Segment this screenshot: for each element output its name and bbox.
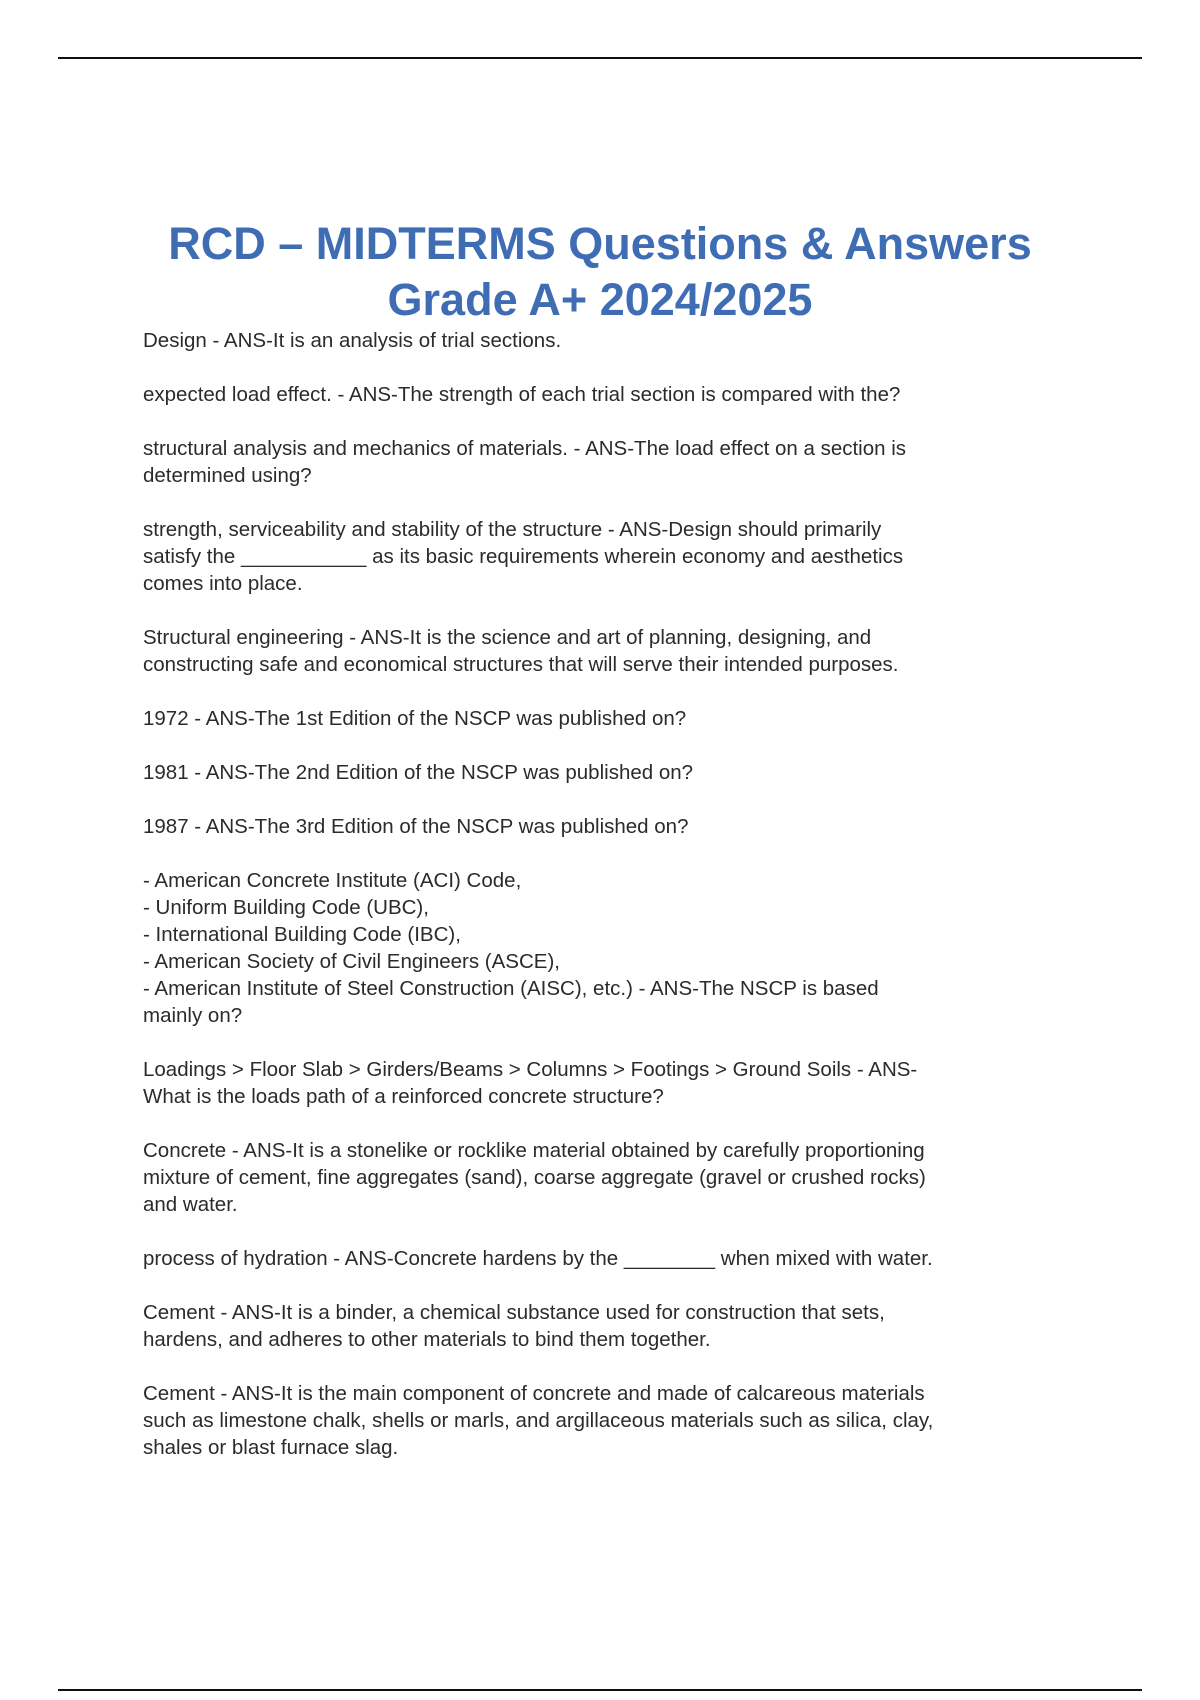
qa-line: 1987 - ANS-The 3rd Edition of the NSCP was published on? bbox=[143, 815, 689, 838]
qa-line: constructing safe and economical structures that will serve their intended purposes. bbox=[143, 653, 899, 676]
qa-line: satisfy the ___________ as its basic requirements wherein economy and aesthetics bbox=[143, 545, 904, 568]
title-line-2: Grade A+ 2024/2025 bbox=[387, 274, 813, 325]
bottom-rule bbox=[58, 1689, 1142, 1691]
qa-line: hardens, and adheres to other materials to bind them together. bbox=[143, 1328, 711, 1351]
qa-line: process of hydration - ANS-Concrete hardens by the ________ when mixed with water. bbox=[143, 1247, 933, 1270]
qa-line: - American Society of Civil Engineers (ASCE), bbox=[143, 950, 560, 973]
qa-line: Loadings > Floor Slab > Girders/Beams > Columns > Footings > Ground Soils - ANS- bbox=[143, 1058, 918, 1081]
qa-line: shales or blast furnace slag. bbox=[143, 1436, 399, 1459]
qa-item bbox=[143, 1380, 1063, 1461]
qa-line: determined using? bbox=[143, 464, 312, 487]
qa-line: What is the loads path of a reinforced concrete structure? bbox=[143, 1085, 664, 1108]
qa-item bbox=[143, 1299, 1063, 1353]
qa-line: - American Institute of Steel Construction (AISC), etc.) - ANS-The NSCP is based bbox=[143, 977, 879, 1000]
qa-line: structural analysis and mechanics of materials. - ANS-The load effect on a section is bbox=[143, 437, 907, 460]
qa-item bbox=[143, 867, 1063, 1029]
qa-line: and water. bbox=[143, 1193, 238, 1216]
qa-line: such as limestone chalk, shells or marls, and argillaceous materials such as silica, clay, bbox=[143, 1409, 934, 1432]
title-line-1: RCD – MIDTERMS Questions & Answers bbox=[168, 218, 1032, 269]
qa-line: Concrete - ANS-It is a stonelike or rocklike material obtained by carefully proportioning bbox=[143, 1139, 925, 1162]
qa-line: - American Concrete Institute (ACI) Code, bbox=[143, 869, 522, 892]
qa-line: - International Building Code (IBC), bbox=[143, 923, 461, 946]
qa-item bbox=[143, 516, 1063, 597]
top-rule bbox=[58, 57, 1142, 59]
qa-line: Cement - ANS-It is a binder, a chemical substance used for construction that sets, bbox=[143, 1301, 885, 1324]
qa-line: Design - ANS-It is an analysis of trial sections. bbox=[143, 329, 562, 352]
qa-line: Cement - ANS-It is the main component of concrete and made of calcareous materials bbox=[143, 1382, 925, 1405]
qa-item bbox=[143, 1245, 1063, 1272]
qa-list bbox=[143, 327, 1063, 1488]
qa-item bbox=[143, 624, 1063, 678]
qa-line: strength, serviceability and stability of the structure - ANS-Design should primarily bbox=[143, 518, 882, 541]
qa-line: mixture of cement, fine aggregates (sand), coarse aggregate (gravel or crushed rocks) bbox=[143, 1166, 926, 1189]
qa-line: 1981 - ANS-The 2nd Edition of the NSCP was published on? bbox=[143, 761, 694, 784]
qa-item bbox=[143, 435, 1063, 489]
qa-item bbox=[143, 813, 1063, 840]
qa-line: Structural engineering - ANS-It is the science and art of planning, designing, and bbox=[143, 626, 872, 649]
qa-line: 1972 - ANS-The 1st Edition of the NSCP was published on? bbox=[143, 707, 687, 730]
page-title bbox=[140, 216, 1060, 328]
qa-line: expected load effect. - ANS-The strength of each trial section is compared with the? bbox=[143, 383, 901, 406]
qa-line: mainly on? bbox=[143, 1004, 243, 1027]
qa-item bbox=[143, 1137, 1063, 1218]
qa-item bbox=[143, 381, 1063, 408]
qa-line: comes into place. bbox=[143, 572, 303, 595]
qa-item bbox=[143, 327, 1063, 354]
qa-line: - Uniform Building Code (UBC), bbox=[143, 896, 429, 919]
qa-item bbox=[143, 759, 1063, 786]
qa-item bbox=[143, 1056, 1063, 1110]
qa-item bbox=[143, 705, 1063, 732]
